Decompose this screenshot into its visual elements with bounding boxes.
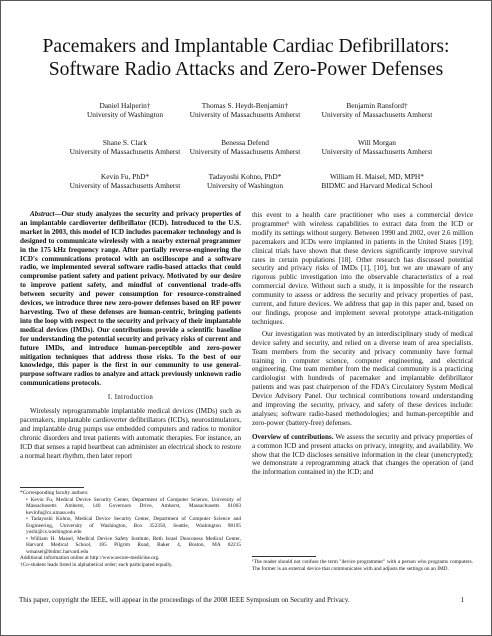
abstract-label: Abstract — [30, 210, 55, 218]
author-affiliation: University of Massachusetts Amherst — [321, 110, 433, 119]
paper-page — [1, 1, 491, 635]
left-column — [20, 210, 241, 460]
contributions-heading: Overview of contributions. — [252, 432, 334, 441]
page-footer: This paper, copyright the IEEE, will appear in the proceedings of the 2008 IEEE Symposium on Security and Privacy. — [19, 596, 350, 604]
footnote: • Tadayoshi Kohno, Medical Device Security Center, Department of Computer Science and Engineering, University of Washington, Box 352350, Seattle, Washington 98195 yoshi@cs.washington.edu — [26, 516, 241, 535]
author-affiliation: BIDMC and Harvard Medical School — [321, 181, 433, 190]
author-name: Benjamin Ransford† — [346, 101, 408, 110]
section-heading-introduction: I. Introduction — [107, 394, 154, 402]
contributions-text: We assess the security and privacy properties of a common ICD and present attacks on privacy, integrity, and availability. We show that the ICD discloses sensitive information in the clear (unencrypted); we demonstrate a reprogramming attack that changes the operation of (and the information contained in) the ICD; and — [252, 432, 473, 477]
author-affiliation: University of Massachusetts Amherst — [189, 110, 301, 119]
body-paragraph: Our investigation was motivated by an interdisciplinary study of medical device safety and security, and relied on a diverse team of area specialists. Team members from the security and privacy community have formal training in computer science, computer engineering, and electrical engineering. One team member from the medical community is a practicing cardiologist with hundreds of pacemaker and implantable defibrillator patients and was past chairperson of the FDA's Circulatory System Medical Device Advisory Panel. Our technical contributions toward understanding and improving the security, privacy, and safety of these devices include: analyses; software radio-based methodologies; and human-perceptible and zero-power (battery-free) defenses. — [252, 329, 473, 427]
author-name: Tadayoshi Kohno, PhD* — [208, 172, 282, 181]
paper-title-line-2: Software Radio Attacks and Zero-Power Defenses — [48, 59, 444, 80]
author-name: Will Morgan — [358, 138, 396, 147]
footnote: • William H. Maisel, Medical Device Safety Institute, Beth Israel Deaconess Medical Center, Harvard Medical School, 185 Pilgrim Road, Baker 4, Boston, MA 02215 wmaisel@bidmc.harvard.edu — [26, 535, 241, 555]
paper-title-line-1: Pacemakers and Implantable Cardiac Defibrillators: — [42, 36, 450, 57]
right-column — [252, 211, 473, 477]
author-block — [297, 172, 457, 190]
author-affiliation: University of Washington — [86, 110, 164, 119]
footnote-rule — [252, 556, 316, 557]
author-name: Thomas S. Heydt-Benjamin† — [201, 101, 289, 110]
abstract — [20, 210, 241, 388]
right-footnote: ¹The reader should not confuse the term "device programmer" with a person who programs computers. The former is an external device that communicates with and adjusts the settings on an IMD. — [252, 559, 473, 572]
footnote-rule — [20, 487, 84, 488]
author-block — [297, 138, 457, 156]
author-affiliation: University of Washington — [206, 181, 284, 190]
author-block — [297, 101, 457, 119]
abstract-text: —Our study analyzes the security and privacy properties of an implantable cardioverter defibrillator (ICD). Introduced to the U.S. market in 2003, this model of ICD includes pacemaker technology and is designed to communicate wirelessly with a nearby external programmer in the 175 kHz frequency range. After partially reverse-engineering the ICD's communications protocol with an oscilloscope and a software radio, we implemented several software radio-based attacks that could compromise patient safety and patient privacy. Motivated by our desire to improve patient safety, and mindful of conventional trade-offs between security and power consumption for resource-constrained devices, we introduce three new zero-power defenses based on RF power harvesting. Two of these defenses are human-centric, bringing patients into the loop with respect to the security and privacy of their implantable medical devices (IMDs). Our contributions provide a scientific baseline for understanding the potential security and privacy risks of current and future IMDs, and introduce human-perceptible and zero-power mitigation techniques that address those risks. To the best of our knowledge, this paper is the first in our community to use general-purpose software radios to analyze and attack previously unknown radio communications protocols. — [20, 210, 241, 388]
author-name: Benessa Defend — [221, 138, 269, 147]
footnote: *Corresponding faculty authors: — [20, 490, 89, 496]
author-name: Shane S. Clark — [102, 138, 148, 147]
author-name: Kevin Fu, PhD* — [100, 172, 150, 181]
left-footnotes — [20, 490, 241, 568]
contributions-paragraph — [252, 433, 473, 478]
author-affiliation: University of Massachusetts Amherst — [69, 181, 181, 190]
body-paragraph: this event to a health care practitioner who uses a commercial device programmer¹ with wireless capabilities to extract data from the ICD or modify its settings without surgery. Between 1990 and 2002, over 2.6 million pacemakers and ICDs were implanted in patients in the United States [19]; clinical trials have shown that these devices significantly improve survival rates in certain populations [18]. Other research has discussed potential security and privacy risks of IMDs [1], [10], but we are unaware of any rigorous public investigation into the observable characteristics of a real commercial device. Without such a study, it is impossible for the research community to assess or address the security and privacy properties of past, current, and future devices. We address that gap in this paper and, based on our findings, propose and implement several prototype attack-mitigation techniques. — [252, 211, 473, 326]
author-name: Daniel Halperin† — [99, 101, 151, 110]
page-number: 1 — [460, 596, 464, 604]
footnote: Additional information online at http://www.secure-medicine.org. — [20, 555, 160, 561]
author-name: William H. Maisel, MD, MPH* — [330, 172, 424, 181]
author-affiliation: University of Massachusetts Amherst — [321, 147, 433, 156]
author-affiliation: University of Massachusetts Amherst — [69, 147, 181, 156]
intro-paragraph: Wirelessly reprogrammable implantable medical devices (IMDs) such as pacemakers, implantable cardioverter defibrillators (ICDs), neurostimulators, and implantable drug pumps use embedded computers and radios to monitor chronic disorders and treat patients with automatic therapies. For instance, an ICD that senses a rapid heartbeat can administer an electrical shock to restore a normal heart rhythm, then later report — [20, 407, 241, 460]
footnote: †Co-student leads listed in alphabetical order; each participated equally. — [20, 561, 173, 568]
author-affiliation: University of Massachusetts Amherst — [189, 147, 301, 156]
footnote: • Kevin Fu, Medical Device Security Center, Department of Computer Science, University of Massachusetts Amherst, 140 Governors Drive, Amherst, Massachusetts 01003 kevinfu@cs.umass.edu — [26, 496, 241, 516]
